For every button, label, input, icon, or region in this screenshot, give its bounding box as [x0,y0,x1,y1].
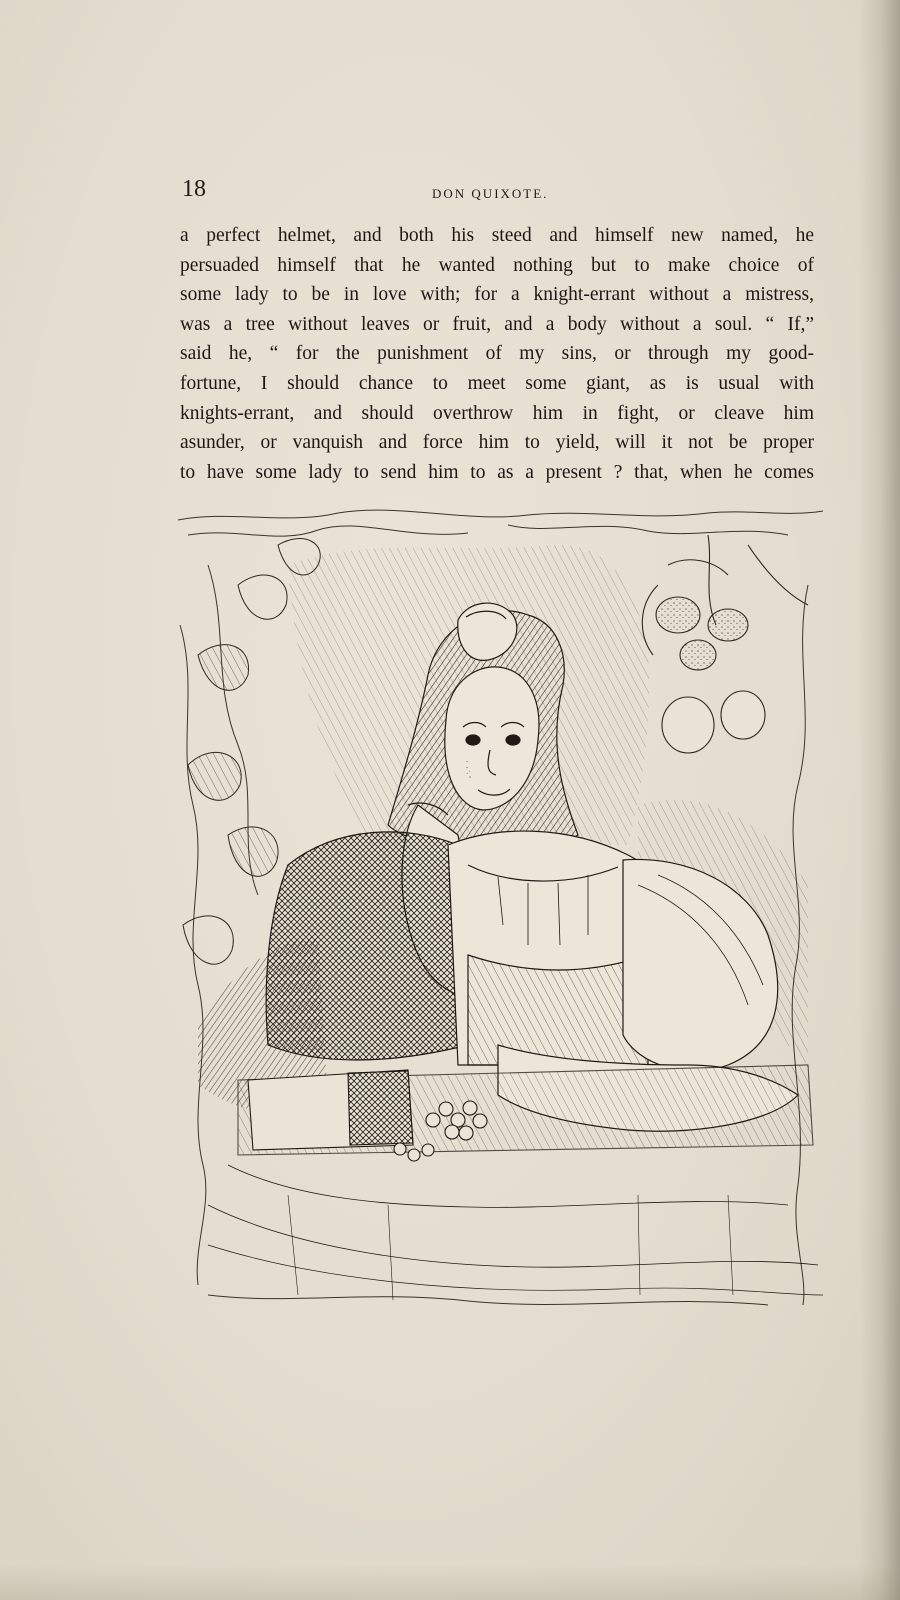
text-line: to have some lady to send him to as a present ? that, when he comes [180,461,814,483]
body-text [180,221,814,487]
stone-ledge [208,1065,823,1300]
text-line: fortune, I should chance to meet some giant, as is usual with [180,372,814,394]
hanging-fruit [642,535,808,753]
page-edge-shadow [858,0,900,1600]
text-line: asunder, or vanquish and force him to yield, will it not be proper [180,432,814,454]
text-line: some lady to be in love with; for a knight-errant without a mistress, [180,284,814,306]
bottom-fold-shadow [0,1565,900,1600]
text-line: persuaded himself that he wanted nothing but to make choice of [180,254,814,276]
text-line: knights-errant, and should overthrow him in fight, or cleave him [180,402,814,424]
text-line: a perfect helmet, and both his steed and himself new named, he [180,225,814,246]
text-line: was a tree without leaves or fruit, and a body without a soul. “ If,” [180,313,814,335]
page-number: 18 [182,176,206,202]
text-line: said he, “ for the punishment of my sins, or through my good- [180,343,814,365]
engraving-illustration [168,505,830,1323]
running-title: DON QUIXOTE. [432,186,549,201]
page-header [182,170,822,210]
engraving-svg [168,505,830,1323]
